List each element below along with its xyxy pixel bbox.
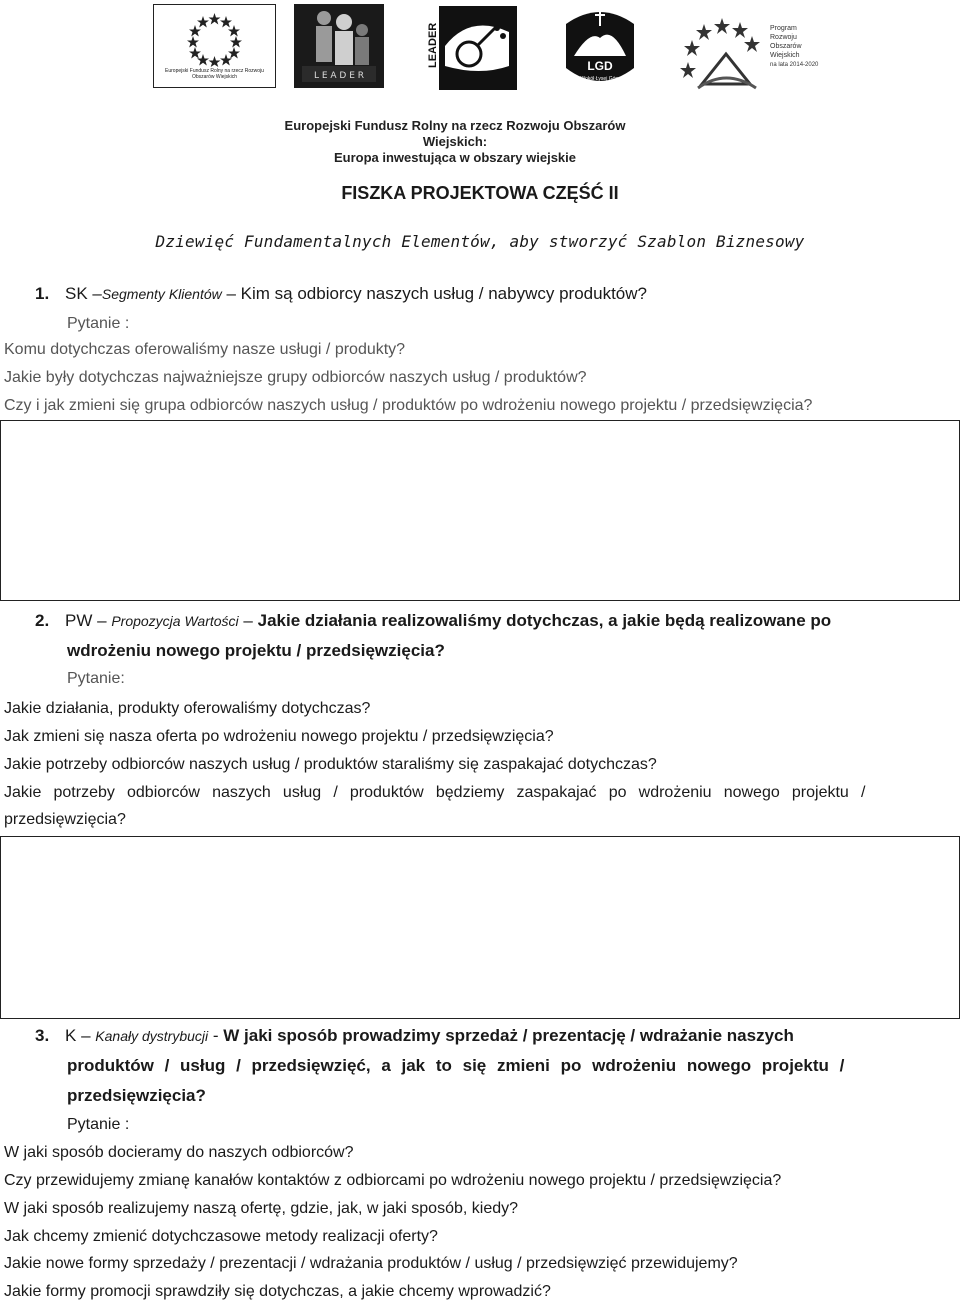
section-2-question-line: przedsięwzięcia? [4, 811, 126, 828]
section-3-abbr: K [65, 1026, 77, 1045]
leader-letters: L E A D E R [313, 71, 365, 81]
logo-strip [0, 0, 960, 100]
people-icon [294, 4, 384, 88]
section-2-question-line: Jakie potrzeby odbiorców naszych usług / produktów staraliśmy się zaspakajać dotychczas? [4, 756, 657, 773]
prow-line: Wiejskich [770, 52, 800, 59]
leader-people-logo [294, 4, 384, 88]
eu-flag-logo [153, 4, 276, 88]
section-1-question-line: Komu dotychczas oferowaliśmy nasze usługi / produkty? [4, 341, 406, 358]
lgd-title: LGD [587, 59, 613, 73]
section-1-number: 1. [35, 284, 50, 303]
section-1-question: Kim są odbiorcy naszych usług / nabywcy produktów? [240, 284, 647, 303]
section-2-abbr: PW [65, 611, 93, 630]
lgd-subtitle: Wokół Łysej Góry [580, 76, 620, 82]
section-3-heading-cont [67, 1056, 844, 1076]
section-3-question-line: Jak chcemy zmienić dotychczasowe metody realizacji oferty? [4, 1228, 438, 1245]
section-1-abbr: SK [65, 284, 88, 303]
section-2-prompt: Pytanie: [67, 670, 125, 687]
section-3-question-cont: produktów / usług / przedsięwzięć, a jak to się zmieni po wdrożeniu nowego projektu / [67, 1056, 845, 1075]
section-2-dash: – [243, 611, 253, 630]
leader-emblem-logo [425, 6, 517, 90]
prow-line: Rozwoju [770, 34, 797, 41]
section-2-question-line: Jakie potrzeby odbiorców naszych usług / produktów będziemy zaspakajać po wdrożeniu nowego projektu / [4, 784, 866, 801]
section-3-question-line: W jaki sposób docieramy do naszych odbiorców? [4, 1144, 354, 1161]
lgd-logo [560, 4, 640, 90]
prow-stars-icon [680, 18, 819, 96]
prow-logo [680, 18, 819, 96]
eu-logo-caption: Europejski Fundusz Rolny na rzecz Rozwoju Obszarów Wiejskich [165, 68, 264, 80]
section-1-prompt: Pytanie : [67, 315, 130, 332]
section-1-question-line: Czy i jak zmieni się grupa odbiorców naszych usług / produktów po wdrożeniu nowego projektu / przedsięwzięcia? [4, 397, 813, 414]
section-3-number: 3. [35, 1026, 50, 1045]
section-3-name: Kanały dystrybucji [95, 1028, 209, 1044]
section-1-answer-box[interactable] [0, 420, 960, 601]
section-3-question-cont: przedsięwzięcia? [67, 1086, 206, 1105]
section-3-question-line: W jaki sposób realizujemy naszą ofertę, gdzie, jak, w jaki sposób, kiedy? [4, 1200, 519, 1217]
document-title: FISZKA PROJEKTOWA CZĘŚĆ II [341, 183, 619, 203]
section-2-question-line: Jak zmieni się nasza oferta po wdrożeniu nowego projektu / przedsięwzięcia? [4, 728, 554, 745]
section-2-heading-cont [67, 641, 445, 661]
section-3-question: W jaki sposób prowadzimy sprzedaż / prezentację / wdrażanie naszych [223, 1026, 794, 1045]
section-2-dash: – [97, 611, 107, 630]
section-2-question: Jakie działania realizowaliśmy dotychczas, a jakie będą realizowane po [257, 611, 832, 630]
fund-line-2: Europa inwestująca w obszary wiejskie [333, 150, 577, 165]
document-subtitle: Dziewięć Fundamentalnych Elementów, aby stworzyć Szablon Biznesowy [155, 232, 805, 251]
section-3-heading [65, 1026, 794, 1046]
prow-line: Program [770, 25, 797, 32]
section-3-question-line: Czy przewidujemy zmianę kanałów kontaktów z odbiorcami po wdrożeniu nowego projektu / przedsięwzięcia? [4, 1172, 782, 1189]
section-3-question-line: Jakie nowe formy sprzedaży / prezentacji / wdrażania produktów / usług / przedsięwzięć przewidujemy? [4, 1255, 738, 1272]
section-3-heading-cont [67, 1086, 206, 1106]
leader-vertical-text: LEADER [427, 22, 439, 68]
section-1-dash: – [92, 284, 102, 303]
section-1-name: Segmenty Klientów [101, 286, 222, 302]
section-2-answer-box[interactable] [0, 836, 960, 1019]
section-2-heading [65, 611, 831, 631]
lgd-shield-icon [560, 4, 640, 90]
fund-line-1: Europejski Fundusz Rolny na rzecz Rozwoju Obszarów Wiejskich: [284, 118, 626, 149]
section-1-question-line: Jakie były dotychczas najważniejsze grupy odbiorców naszych usług / produktów? [4, 369, 587, 386]
section-2-name: Propozycja Wartości [111, 613, 239, 629]
section-1-dash: – [226, 284, 236, 303]
leader-emblem-icon [425, 6, 517, 90]
prow-line: Obszarów [770, 43, 802, 50]
section-2-question-cont: wdrożeniu nowego projektu / przedsięwzięcia? [67, 641, 445, 660]
section-1-heading [65, 284, 647, 304]
section-2-question-line: Jakie działania, produkty oferowaliśmy dotychczas? [4, 700, 371, 717]
section-3-dash: – [81, 1026, 91, 1045]
section-3-prompt: Pytanie : [67, 1116, 130, 1133]
fund-caption [275, 118, 635, 166]
section-3-sep: - [212, 1026, 219, 1045]
section-2-number: 2. [35, 611, 50, 630]
eu-stars-icon [160, 9, 269, 67]
prow-line: na lata 2014-2020 [770, 62, 819, 68]
section-3-question-line: Jakie formy promocji sprawdziły się dotychczas, a jakie chcemy wprowadzić? [4, 1283, 551, 1300]
